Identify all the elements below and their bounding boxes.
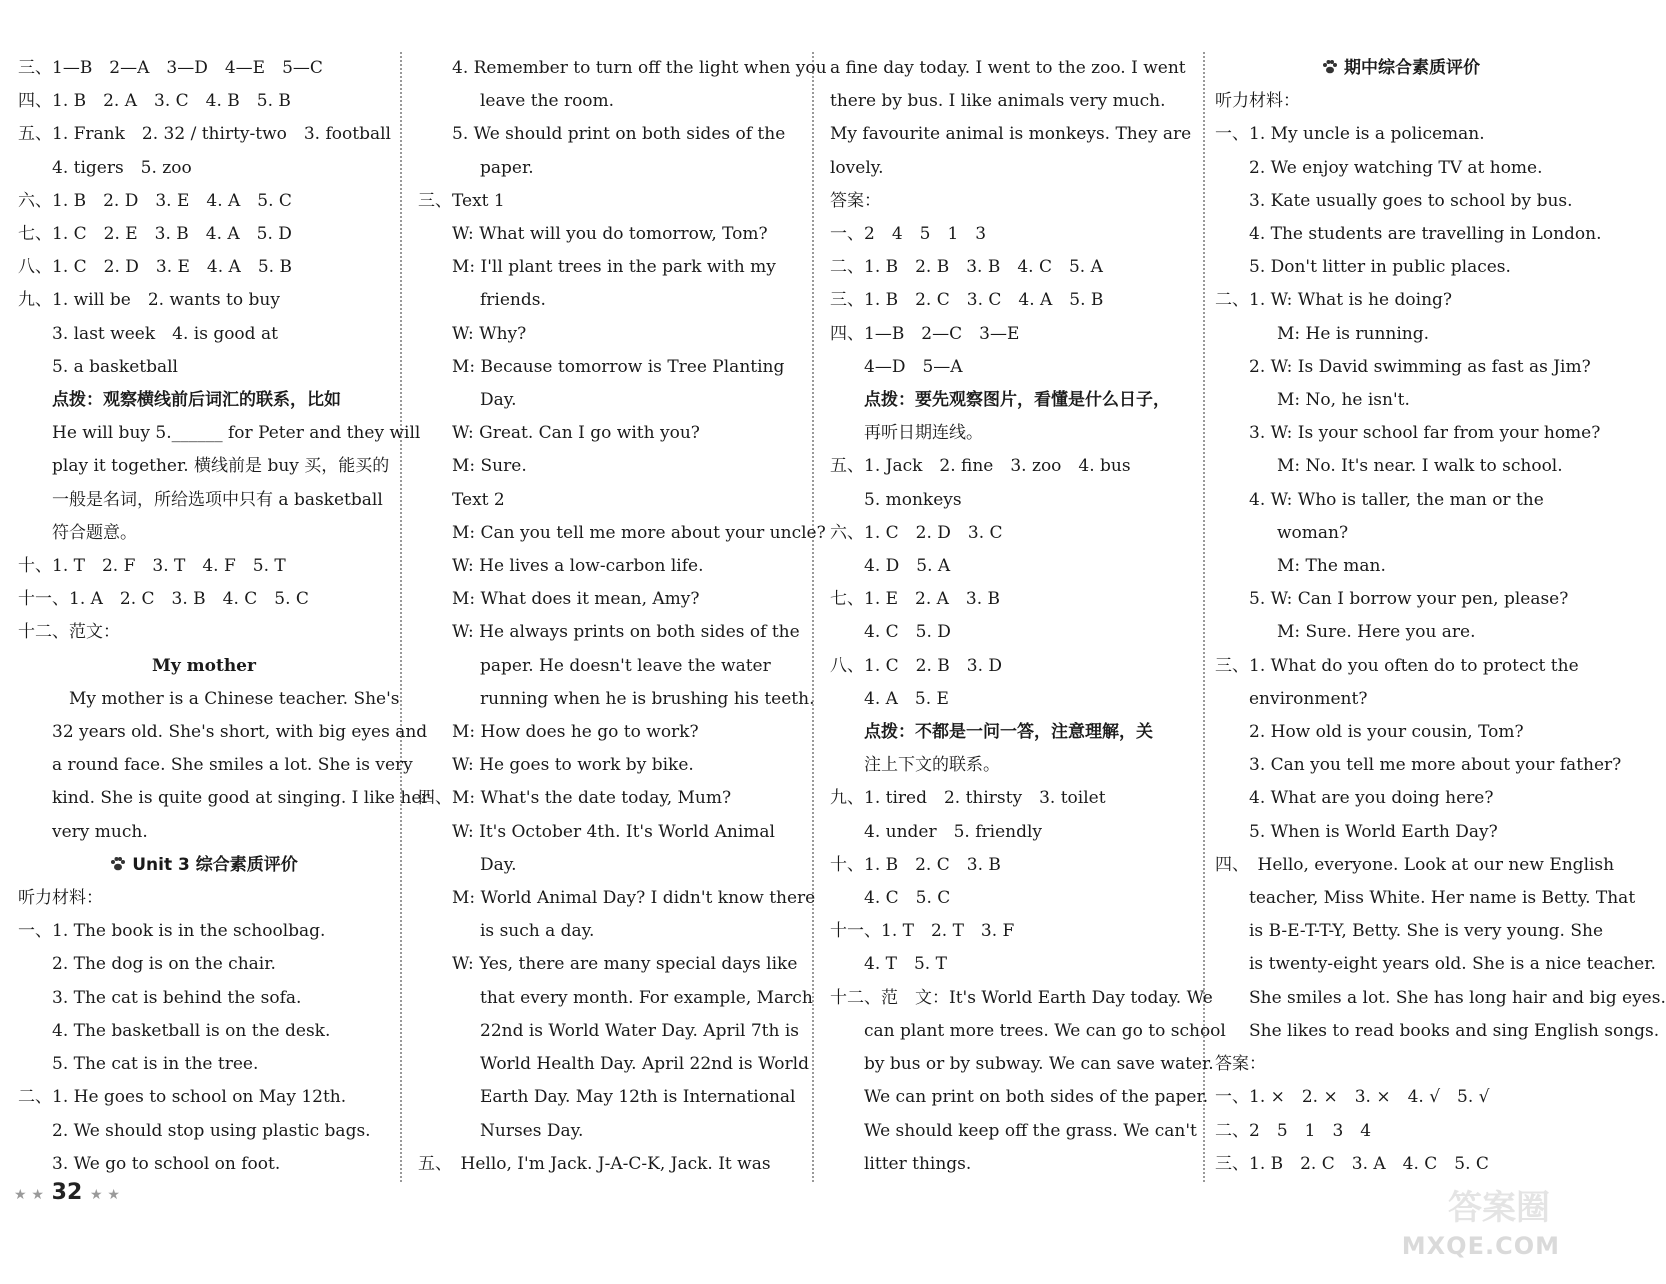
text-line: 符合题意。 [52,522,137,543]
text-line: 三、1—B 2—A 3—D 4—E 5—C [18,58,323,78]
text-line: there by bus. I like animals very much. [830,91,1166,112]
text-line: 4. C 5. D [864,622,951,643]
column-divider [400,52,402,1182]
text-line: is such a day. [480,921,595,942]
text-line: 一般是名词，所给选项中只有 a basketball [52,489,383,510]
text-line: can plant more trees. We can go to school [864,1020,1226,1041]
text-line: 5. We should print on both sides of the [452,124,786,145]
text-line: We can print on both sides of the paper. [864,1087,1209,1108]
text-line: Nurses Day. [480,1120,584,1141]
text-line: M: Sure. Here you are. [1277,622,1476,643]
text-line: 3. We go to school on foot. [52,1153,281,1174]
text-line: Day. [480,390,517,411]
text-line: 5. W: Can I borrow your pen, please? [1249,589,1569,610]
text-line: 4. C 5. C [864,888,951,909]
text-line: 听力材料： [18,888,103,909]
text-line: 点拨：要先观察图片，看懂是什么日子， [864,390,1170,411]
text-line: 3. last week 4. is good at [52,323,278,344]
text-line: 5. When is World Earth Day? [1249,821,1498,842]
text-line: 听力材料： [1215,91,1300,112]
text-line: My mother is a Chinese teacher. She's [52,688,400,709]
text-line: 二、1. He goes to school on May 12th. [18,1087,347,1108]
text-line: W: What will you do tomorrow, Tom? [452,224,768,245]
text-line: 一、1. My uncle is a policeman. [1215,124,1485,145]
text-line: W: He always prints on both sides of the [452,622,800,643]
text-line: M: How does he go to work? [452,722,699,743]
text-line: teacher, Miss White. Her name is Betty. That [1249,888,1636,909]
text-line: W: Great. Can I go with you? [452,423,700,444]
text-line: M: What does it mean, Amy? [452,589,700,610]
text-line: 四、 Hello, everyone. Look at our new English [1215,854,1615,875]
text-line: Text 2 [452,489,505,510]
text-line: 点拨：不都是一问一答，注意理解，关 [864,722,1153,743]
text-line: 再听日期连线。 [864,423,983,444]
text-line: 三、1. What do you often do to protect the [1215,655,1579,676]
text-line: 二、1. W: What is he doing? [1215,290,1453,311]
text-line: 五、 Hello, I'm Jack. J-A-C-K, Jack. It was [418,1153,771,1174]
text-line: 4. The students are travelling in London. [1249,224,1602,245]
text-line: 4. D 5. A [864,556,951,577]
text-line: paper. [480,157,534,178]
text-line: She likes to read books and sing English songs. [1249,1020,1660,1041]
column-3 [830,52,1226,1181]
text-line: M: Can you tell me more about your uncle? [452,522,826,543]
text-line: 3. W: Is your school far from your home? [1249,423,1601,444]
text-line: 4. Remember to turn off the light when you [452,58,827,78]
text-line: M: I'll plant trees in the park with my [452,257,776,278]
watermark-text: MXQE.COM [1401,1232,1560,1260]
text-line: World Health Day. April 22nd is World [480,1054,809,1075]
text-line: 四、1. B 2. A 3. C 4. B 5. B [18,91,291,112]
text-line: 四、1—B 2—C 3—E [830,323,1020,344]
text-line: 八、1. C 2. D 3. E 4. A 5. B [18,257,292,278]
text-line: a round face. She smiles a lot. She is very [52,755,413,776]
text-line: 十二、范文： [18,622,120,643]
text-line: 一、2 4 5 1 3 [830,224,987,245]
text-line: 八、1. C 2. B 3. D [830,655,1003,676]
text-line: 十、1. T 2. F 3. T 4. F 5. T [18,556,286,577]
star-icon: ★ ★ [14,1187,44,1203]
text-line: 七、1. C 2. E 3. B 4. A 5. D [18,224,292,245]
text-line: 十一、1. T 2. T 3. F [830,921,1015,942]
text-line: She smiles a lot. She has long hair and big eyes. [1249,987,1666,1008]
text-line: 五、1. Frank 2. 32 / thirty-two 3. football [18,124,391,145]
text-line: 2. W: Is David swimming as fast as Jim? [1249,356,1591,377]
text-line: 二、2 5 1 3 4 [1215,1120,1372,1141]
text-line: 九、1. tired 2. thirsty 3. toilet [830,788,1106,809]
text-line: 4. T 5. T [864,954,947,975]
text-line: M: The man. [1277,556,1386,577]
unit3-section-heading: Unit 3 综合素质评价 [18,849,390,882]
star-icon: ★ ★ [89,1187,120,1203]
text-line: very much. [52,821,148,842]
text-line: 十二、范 文：It's World Earth Day today. We [830,987,1213,1008]
text-line: 4. tigers 5. zoo [52,157,192,178]
midterm-section-heading: 期中综合素质评价 [1215,52,1587,85]
text-line: 4. A 5. E [864,688,949,709]
text-line: 4. under 5. friendly [864,821,1043,842]
text-line: W: He lives a low-carbon life. [452,556,704,577]
text-line: 5. The cat is in the tree. [52,1054,259,1075]
text-line: M: Sure. [452,456,527,477]
text-line: paper. He doesn't leave the water [480,655,771,676]
text-line: lovely. [830,157,884,178]
text-line: 4—D 5—A [864,356,963,377]
text-line: 一、1. The book is in the schoolbag. [18,921,326,942]
text-line: 一、1. × 2. × 3. × 4. √ 5. √ [1215,1087,1490,1108]
text-line: 七、1. E 2. A 3. B [830,589,1001,610]
text-line: 2. The dog is on the chair. [52,954,276,975]
watermark-logo: 答案圈 [1448,1188,1550,1228]
text-line: M: No. It's near. I walk to school. [1277,456,1563,477]
text-line: leave the room. [480,91,615,112]
text-line: 4. The basketball is on the desk. [52,1020,331,1041]
text-line: woman? [1277,522,1349,543]
text-line: 4. W: Who is taller, the man or the [1249,489,1544,510]
text-line: play it together. 横线前是 buy 买，能买的 [52,456,390,477]
text-line: 十、1. B 2. C 3. B [830,854,1001,875]
text-line: M: No, he isn't. [1277,390,1410,411]
paw-icon [110,857,126,871]
text-line: M: He is running. [1277,323,1430,344]
text-line: 3. Can you tell me more about your father? [1249,755,1622,776]
text-line: 三、Text 1 [418,190,505,211]
text-line: 2. We should stop using plastic bags. [52,1120,371,1141]
text-line: 五、1. Jack 2. fine 3. zoo 4. bus [830,456,1131,477]
text-line: Day. [480,854,517,875]
text-line: 六、1. C 2. D 3. C [830,522,1003,543]
text-line: that every month. For example, March [480,987,813,1008]
text-line: We should keep off the grass. We can't [864,1120,1197,1141]
text-line: W: He goes to work by bike. [452,755,694,776]
text-line: 注上下文的联系。 [864,755,1000,776]
text-line: 3. Kate usually goes to school by bus. [1249,190,1573,211]
text-line: He will buy 5.______ for Peter and they will [52,423,421,444]
text-line: W: It's October 4th. It's World Animal [452,821,775,842]
text-line: 答案： [1215,1054,1266,1075]
text-line: My mother [152,655,256,676]
text-line: 点拨：观察横线前后词汇的联系，比如 [52,390,341,411]
column-1 [18,52,430,1181]
text-line: 2. We enjoy watching TV at home. [1249,157,1543,178]
column-divider [1203,52,1205,1182]
text-line: litter things. [864,1153,972,1174]
text-line: environment? [1249,688,1368,709]
column-2 [418,52,827,1181]
text-line: 六、1. B 2. D 3. E 4. A 5. C [18,190,292,211]
text-line: 三、1. B 2. C 3. C 4. A 5. B [830,290,1104,311]
text-line: 5. a basketball [52,356,178,377]
text-line: M: World Animal Day? I didn't know there [452,888,816,909]
text-line: kind. She is quite good at singing. I like her [52,788,430,809]
text-line: 四、M: What's the date today, Mum? [418,788,732,809]
paw-icon [1322,60,1338,74]
text-line: 3. The cat is behind the sofa. [52,987,302,1008]
page-footer [14,1180,120,1205]
text-line: running when he is brushing his teeth. [480,688,815,709]
text-line: 32 years old. She's short, with big eyes and [52,722,428,743]
text-line: 九、1. will be 2. wants to buy [18,290,280,311]
text-line: 十一、1. A 2. C 3. B 4. C 5. C [18,589,309,610]
text-line: 4. What are you doing here? [1249,788,1494,809]
text-line: is B-E-T-T-Y, Betty. She is very young. She [1249,921,1604,942]
text-line: 2. How old is your cousin, Tom? [1249,722,1524,743]
text-line: W: Why? [452,323,527,344]
text-line: by bus or by subway. We can save water. [864,1054,1214,1075]
page-number: 32 [51,1180,83,1205]
text-line: a fine day today. I went to the zoo. I went [830,58,1186,78]
text-line: My favourite animal is monkeys. They are [830,124,1192,145]
column-4 [1215,52,1666,1181]
text-line: 答案： [830,190,881,211]
text-line: friends. [480,290,546,311]
text-line: 5. Don't litter in public places. [1249,257,1511,278]
text-line: 5. monkeys [864,489,962,510]
text-line: 22nd is World Water Day. April 7th is [480,1020,800,1041]
text-line: is twenty-eight years old. She is a nice teacher. [1249,954,1656,975]
watermark [1395,1180,1560,1260]
text-line: M: Because tomorrow is Tree Planting [452,356,785,377]
text-line: W: Yes, there are many special days like [452,954,798,975]
text-line: 二、1. B 2. B 3. B 4. C 5. A [830,257,1103,278]
text-line: 三、1. B 2. C 3. A 4. C 5. C [1215,1153,1489,1174]
text-line: Earth Day. May 12th is International [480,1087,796,1108]
